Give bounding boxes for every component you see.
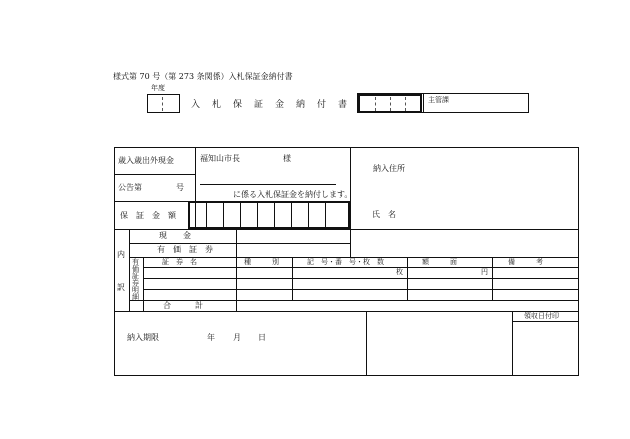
heading-char: 入 — [191, 100, 201, 110]
stamp-header-divider — [512, 321, 579, 322]
breakdown-col-divider — [350, 229, 351, 257]
fiscal-year-box[interactable] — [147, 94, 180, 113]
row-divider — [114, 201, 195, 202]
code-divider — [375, 97, 376, 111]
deadline-month: 月 — [233, 333, 241, 342]
heading-char: 付 — [317, 100, 327, 110]
payer-name-label: 氏 名 — [372, 210, 396, 219]
notice-label: 公告第 — [118, 183, 142, 192]
notice-no-suffix: 号 — [176, 183, 184, 192]
detail-char: 有 — [132, 258, 139, 266]
securities-detail-divider — [143, 257, 144, 311]
grid-row-divider — [143, 278, 579, 279]
digit-divider — [308, 203, 309, 227]
deposit-statement: に係る入札保証金を納付します。 — [233, 190, 353, 199]
form-title: 様式第 70 号（第 273 条関係）入札保証金納付書 — [113, 72, 293, 81]
deadline-year: 年 — [207, 333, 215, 342]
yen-unit: 円 — [481, 268, 488, 276]
department-box-divider — [423, 94, 424, 112]
deadline-day: 日 — [258, 333, 266, 342]
fiscal-year-box-divider — [162, 97, 163, 111]
digit-divider — [325, 203, 326, 227]
breakdown-side-label-top: 内 — [117, 250, 125, 259]
digit-divider — [274, 203, 275, 227]
detail-char: 価 — [132, 265, 139, 273]
code-divider — [390, 97, 391, 111]
col-divider-payer — [350, 147, 351, 229]
row-divider — [114, 229, 579, 230]
digit-divider — [240, 203, 241, 227]
honorific: 様 — [283, 154, 291, 163]
footer-divider — [366, 311, 367, 376]
row-divider — [114, 311, 579, 312]
column-header-security-name: 証 券 名 — [162, 258, 197, 266]
heading-char: 証 — [254, 100, 264, 110]
detail-char: 証 — [132, 272, 139, 280]
heading-char: 金 — [275, 100, 285, 110]
notice-subject-line — [200, 184, 336, 185]
deadline-label: 納入期限 — [127, 333, 159, 342]
heading-char: 納 — [296, 100, 306, 110]
digit-divider — [257, 203, 258, 227]
payer-address-label: 納入住所 — [373, 164, 405, 173]
department-label: 主管課 — [428, 96, 449, 104]
grid-row-divider — [143, 289, 579, 290]
total-label: 合 計 — [163, 301, 203, 310]
heading-char: 札 — [212, 100, 222, 110]
detail-char: 券 — [132, 279, 139, 287]
digit-divider — [223, 203, 224, 227]
heading-char: 書 — [338, 100, 348, 110]
fiscal-year-label: 年度 — [151, 84, 165, 92]
code-divider — [405, 97, 406, 111]
column-header-serial: 記 号・番 号・枚 数 — [307, 258, 384, 266]
breakdown-col-divider — [236, 229, 237, 311]
addressee: 福知山市長 — [200, 154, 240, 163]
breakdown-side-divider — [129, 229, 130, 311]
column-header-face-value: 額 面 — [422, 258, 457, 266]
row-divider — [114, 174, 195, 175]
department-code-field[interactable] — [358, 94, 422, 113]
amount-digits-field[interactable] — [188, 201, 350, 229]
column-header-type: 種 別 — [244, 258, 279, 266]
digit-divider — [206, 203, 207, 227]
grid-row-divider — [143, 267, 579, 268]
amount-label: 保 証 金 額 — [120, 211, 176, 220]
breakdown-side-label-bottom: 訳 — [117, 283, 125, 292]
row-divider — [129, 243, 350, 244]
digit-divider — [291, 203, 292, 227]
receipt-stamp-label: 領収日付印 — [524, 312, 559, 320]
column-header-remarks: 備 考 — [508, 258, 543, 266]
detail-char: 細 — [132, 293, 139, 301]
detail-char: 明 — [132, 286, 139, 294]
cash-label: 現 金 — [159, 231, 191, 240]
count-unit: 枚 — [396, 268, 403, 276]
deposit-type-label: 歳入歳出外現金 — [118, 156, 174, 165]
heading-char: 保 — [233, 100, 243, 110]
securities-label: 有 価 証 券 — [157, 245, 213, 254]
